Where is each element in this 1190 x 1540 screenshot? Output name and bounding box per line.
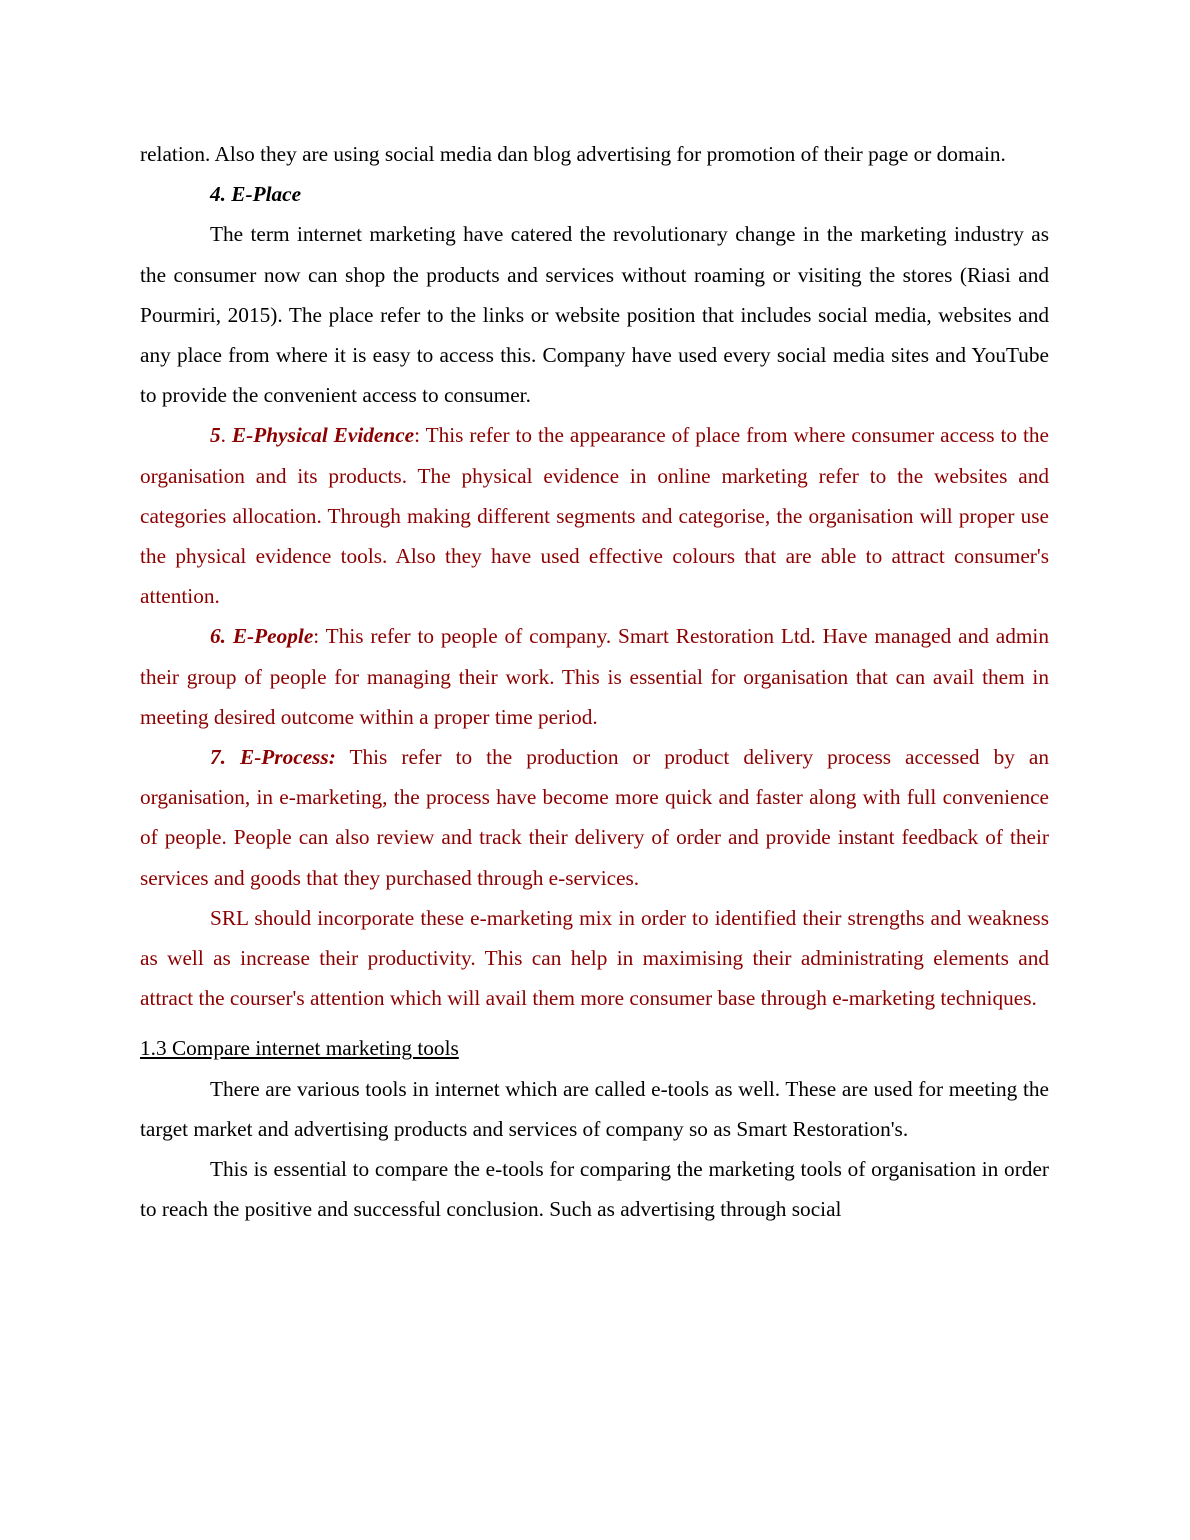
- paragraph-e-process: [140, 737, 1049, 898]
- item-separator: .: [220, 423, 232, 448]
- item-title: E-Physical Evidence: [231, 423, 415, 448]
- item-title: 6. E-People: [210, 624, 314, 649]
- paragraph-e-physical-evidence: [140, 415, 1049, 616]
- item-title: 7. E-Process:: [210, 745, 336, 770]
- paragraph-continuation: relation. Also they are using social media dan blog advertising for promotion of their page or domain.: [140, 142, 1006, 166]
- paragraph-e-people: [140, 616, 1049, 737]
- subheading-e-place: 4. E-Place: [210, 182, 302, 207]
- section-heading: 1.3 Compare internet marketing tools: [140, 1036, 459, 1061]
- item-number: 5: [210, 423, 221, 448]
- paragraph-e-tools-compare: This is essential to compare the e-tools for comparing the marketing tools of organisation in order to reach the positive and successful conclusion. Such as advertising through social: [140, 1157, 1049, 1222]
- item-text: : This refer to the appearance of place from where consumer access to the organisation and its products. The physical evidence in online marketing refer to the websites and categories allocation. Through making different segments and categorise, the organisation will proper use the physical evidence tools. Also they have used effective colours that are able to attract consumer's attention.: [140, 423, 1049, 609]
- paragraph-srl-recommendation: SRL should incorporate these e-marketing mix in order to identified their strengths and weakness as well as increase their productivity. This can help in maximising their administrating elements and attract the courser's attention which will avail them more consumer base through e-marketing techniques.: [140, 905, 1049, 1011]
- item-text: This refer to the production or product delivery process accessed by an organisation, in e-marketing, the process have become more quick and faster along with full convenience of people. People can also review and track their delivery of order and provide instant feedback of their services and goods that they purchased through e-services.: [140, 745, 1049, 890]
- item-text: : This refer to people of company. Smart Restoration Ltd. Have managed and admin their group of people for managing their work. This is essential for organisation that can avail them in meeting desired outcome within a proper time period.: [140, 624, 1049, 729]
- document-page: [140, 134, 1049, 1229]
- paragraph-e-tools-intro: There are various tools in internet which are called e-tools as well. These are used for meeting the target market and advertising products and services of company so as Smart Restoration's.: [140, 1076, 1049, 1141]
- paragraph-e-place: The term internet marketing have catered the revolutionary change in the marketing industry as the consumer now can shop the products and services without roaming or visiting the stores (Riasi and Pourmiri, 2015). The place refer to the links or website position that includes social media, websites and any place from where it is easy to access this. Company have used every social media sites and YouTube to provide the convenient access to consumer.: [140, 222, 1049, 408]
